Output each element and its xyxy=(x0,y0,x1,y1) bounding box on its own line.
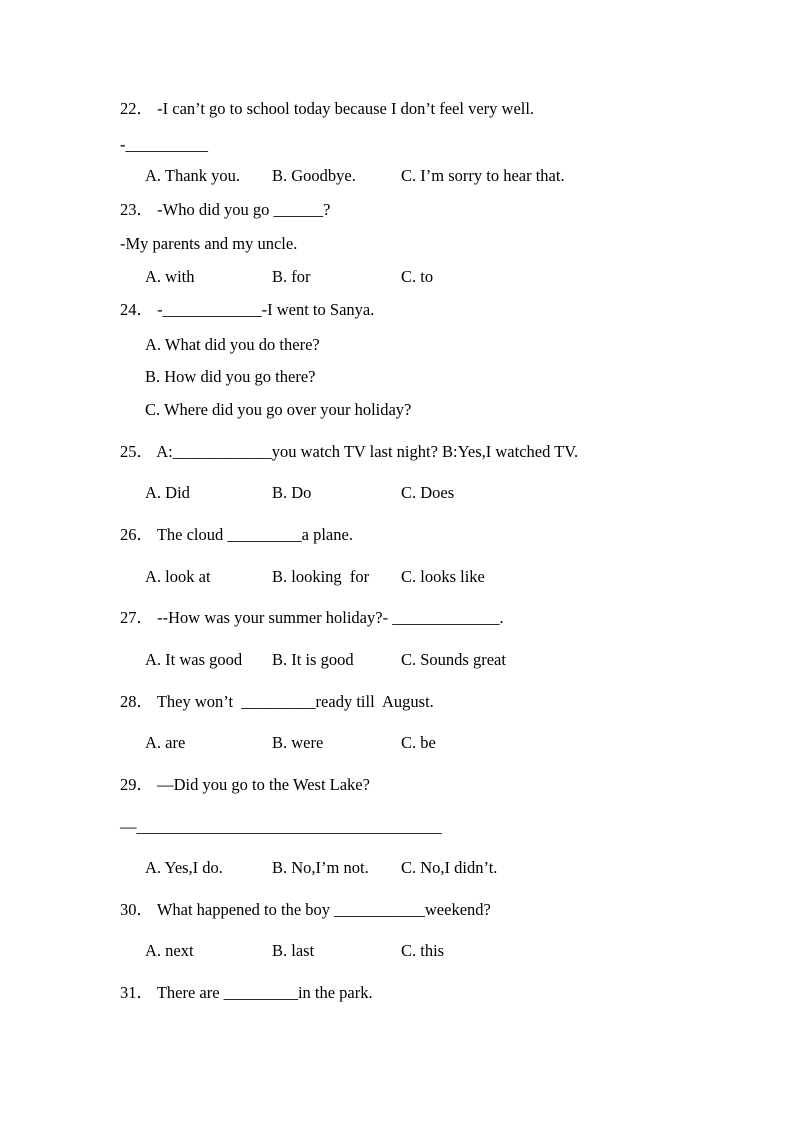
question-30-stem: 30． What happened to the boy ___________weekend? xyxy=(120,900,491,919)
question-26-stem: 26． The cloud _________a plane. xyxy=(120,525,353,544)
question-29-stem: 29． —Did you go to the West Lake? xyxy=(120,775,370,794)
question-27-stem: 27． --How was your summer holiday?- _____________. xyxy=(120,608,504,627)
question-22-option-a: A. Thank you. xyxy=(145,166,241,185)
question-25-option-a: A. Did xyxy=(145,483,190,502)
question-26-option-c: C. looks like xyxy=(401,567,485,586)
question-22-option-c: C. I’m sorry to hear that. xyxy=(401,166,565,185)
question-30-option-b: B. last xyxy=(272,941,315,960)
question-29-option-a: A. Yes,I do. xyxy=(145,858,223,877)
question-28-option-c: C. be xyxy=(401,733,436,752)
question-29-option-c: C. No,I didn’t. xyxy=(401,858,498,877)
question-22-option-b: B. Goodbye. xyxy=(272,166,356,185)
question-23-option-b: B. for xyxy=(272,267,311,286)
question-24-option-a: A. What did you do there? xyxy=(145,335,320,354)
question-29-reply: —_____________________________________ xyxy=(120,817,442,836)
question-27-option-b: B. It is good xyxy=(272,650,354,669)
question-24-option-b: B. How did you go there? xyxy=(145,367,316,386)
question-30-option-a: A. next xyxy=(145,941,194,960)
question-26-option-a: A. look at xyxy=(145,567,211,586)
question-26-option-b: B. looking for xyxy=(272,567,370,586)
question-29-option-b: B. No,I’m not. xyxy=(272,858,369,877)
question-23-stem: 23． -Who did you go ______? xyxy=(120,200,331,219)
question-23-option-a: A. with xyxy=(145,267,195,286)
question-22-stem: 22． -I can’t go to school today because I don’t feel very well. xyxy=(120,99,535,118)
question-24-stem: 24． -____________-I went to Sanya. xyxy=(120,300,375,319)
question-25-option-b: B. Do xyxy=(272,483,312,502)
question-27-option-a: A. It was good xyxy=(145,650,243,669)
question-28-stem: 28． They won’t _________ready till August. xyxy=(120,692,434,711)
question-28-option-b: B. were xyxy=(272,733,324,752)
question-23-reply: -My parents and my uncle. xyxy=(120,234,298,253)
question-24-option-c: C. Where did you go over your holiday? xyxy=(145,400,412,419)
question-25-option-c: C. Does xyxy=(401,483,455,502)
question-28-option-a: A. are xyxy=(145,733,186,752)
question-25-stem: 25． A:____________you watch TV last night? B:Yes,I watched TV. xyxy=(120,442,579,461)
question-22-reply: -__________ xyxy=(120,135,208,154)
question-31-stem: 31． There are _________in the park. xyxy=(120,983,373,1002)
question-23-option-c: C. to xyxy=(401,267,434,286)
question-27-option-c: C. Sounds great xyxy=(401,650,506,669)
question-30-option-c: C. this xyxy=(401,941,445,960)
